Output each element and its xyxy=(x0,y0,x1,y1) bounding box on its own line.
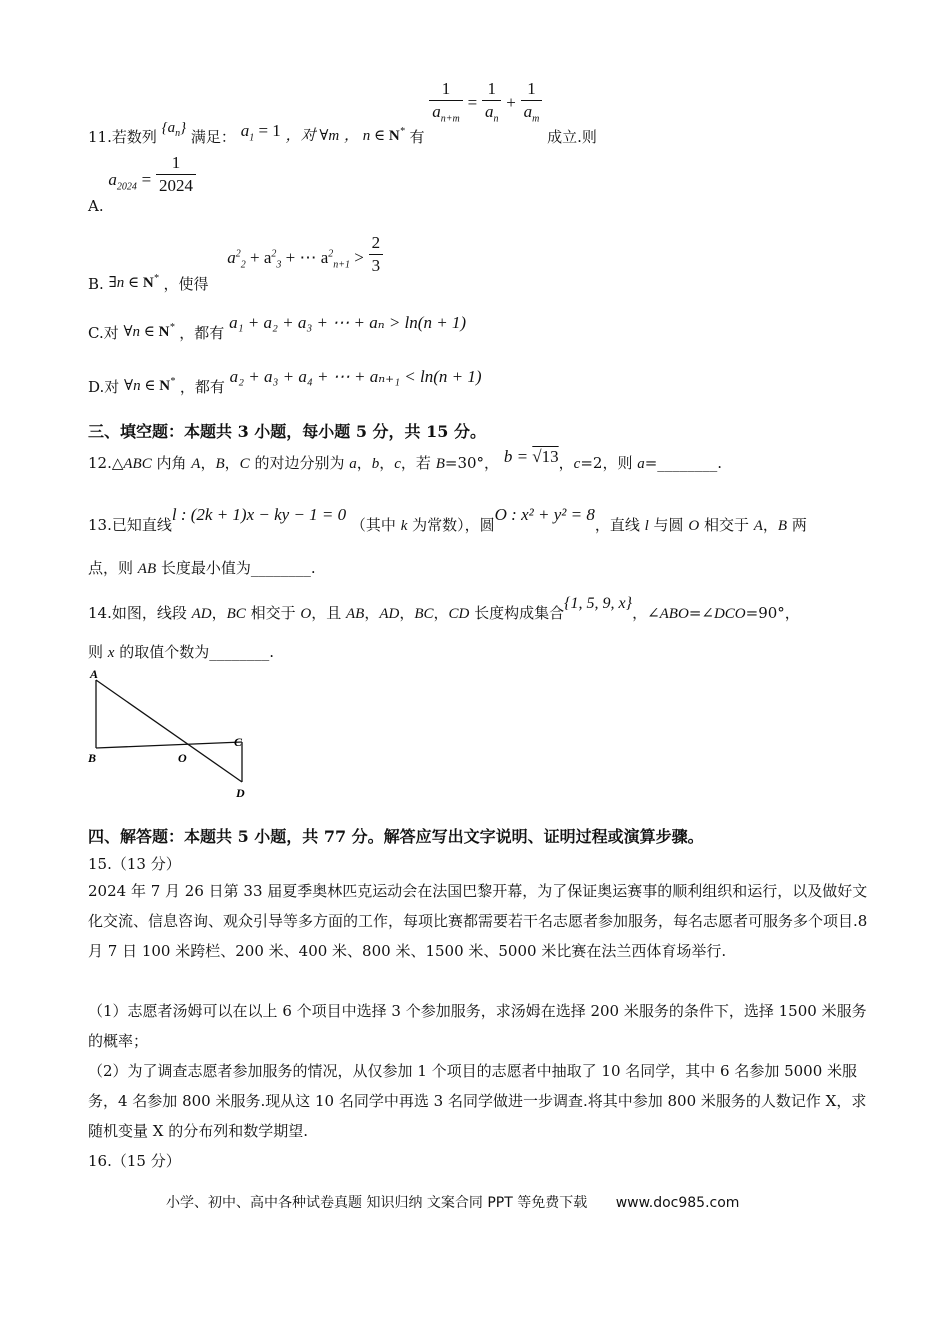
q14-set: {1, 5, 9, x} xyxy=(564,595,633,612)
q14-var: BC xyxy=(414,606,434,622)
q12-abc: ABC xyxy=(123,456,152,472)
point-o-label: O xyxy=(178,751,187,765)
q14-var: CD xyxy=(448,606,470,622)
q12-text: ， xyxy=(356,454,372,472)
q12-var: a xyxy=(349,456,357,472)
q12-text: 内角 xyxy=(151,454,192,472)
section-3-heading: 三、填空题：本题共 3 小题，每小题 5 分，共 15 分。 xyxy=(88,422,486,441)
q14-var: AD xyxy=(379,606,400,622)
q11-frac-3: $\frac{1}{a_m}$ xyxy=(521,78,543,130)
q14-text: 相交于 xyxy=(245,604,301,622)
q14-figure xyxy=(84,666,264,806)
option-c-text: ，都有 xyxy=(179,324,225,342)
q12-var: B xyxy=(215,456,225,472)
q12-text: ， xyxy=(200,454,216,472)
q11-n-in: ， n ∈ N* xyxy=(344,126,405,145)
q13-text: ， xyxy=(762,516,778,534)
q14-text: ， xyxy=(211,604,227,622)
q11-satisfies: 满足： xyxy=(190,128,236,147)
q13-text: 为常数），圆 xyxy=(407,516,495,534)
q12-var: C xyxy=(239,456,250,472)
q14-text: 14.如图，线段 xyxy=(88,604,192,622)
q14-var: AB xyxy=(345,606,365,622)
q11-option-a xyxy=(88,152,196,215)
section-4-heading: 四、解答题：本题共 5 小题，共 77 分。解答应写出文字说明、证明过程或演算步骤。 xyxy=(88,827,704,846)
q11-intro: 11.若数列 xyxy=(88,128,157,147)
q12-var: a xyxy=(637,456,645,472)
q12-answer-blank: =________. xyxy=(644,454,723,472)
q12-text: =2，则 xyxy=(580,454,638,472)
q14-var: AD xyxy=(191,606,212,622)
option-a-label: A. xyxy=(88,196,104,215)
q12-var: A xyxy=(191,456,201,472)
option-d-label: D.对 xyxy=(88,378,120,396)
q13-text: （其中 xyxy=(350,516,401,534)
point-d-label: D xyxy=(236,786,245,800)
q12-text: ， xyxy=(379,454,395,472)
q12-text: ，若 xyxy=(400,454,436,472)
q14-text: 长度构成集合 xyxy=(469,604,565,622)
q14-text: 则 xyxy=(88,643,108,661)
segment-ad xyxy=(96,680,242,782)
q12-var: b xyxy=(371,456,380,472)
point-a-label: A xyxy=(90,667,99,681)
segment-bc xyxy=(96,742,242,748)
q14-line-1 xyxy=(88,592,800,622)
option-b-exists: ∃n ∈ N* xyxy=(108,272,159,291)
q11-option-c xyxy=(88,312,467,342)
q12-var: c xyxy=(394,456,401,472)
q11-holds: 成立.则 xyxy=(547,128,597,147)
q11-forall-m: ，对 ∀m xyxy=(285,128,340,145)
q11-frac-2: $\frac{1}{a_n}$ xyxy=(482,78,502,130)
q13-text: 相交于 xyxy=(699,516,754,534)
option-c-expr: a₁ + a₂ + a₃ + ⋯ + aₙ > ln(n + 1) xyxy=(229,313,467,332)
q13-var: AB xyxy=(137,561,157,577)
q13-var: B xyxy=(777,518,788,534)
q14-var: BC xyxy=(226,606,246,622)
q12-text: 的对边分别为 xyxy=(249,454,350,472)
option-d-forall: ∀n ∈ N* xyxy=(124,376,176,394)
q12-text: 12.△ xyxy=(88,454,124,472)
q14-var: ABO xyxy=(659,606,689,622)
option-a-eq: = xyxy=(141,169,152,189)
q14-text: ， xyxy=(399,604,415,622)
q12-b-expr: b = √13 xyxy=(503,447,559,466)
q13-text: 点，则 xyxy=(88,559,138,577)
q11-frac-1: $\frac{1}{a_{n+m}}$ xyxy=(429,78,462,130)
q15-part-1: （1）志愿者汤姆可以在以上 6 个项目中选择 3 个参加服务，求汤姆在选择 200 米服务的条件下，选择 1500 米服务的概率； xyxy=(88,1002,867,1050)
q13-text: 13.已知直线 xyxy=(88,516,172,534)
q14-text: ， xyxy=(433,604,449,622)
q11-plus: + xyxy=(506,93,516,113)
option-c-forall: ∀n ∈ N* xyxy=(123,322,175,340)
q11-seq: $\{a_n\}$ xyxy=(161,120,187,140)
q14-var: DCO xyxy=(713,606,746,622)
option-d-expr: a₂ + a₃ + a₄ + ⋯ + aₙ₊₁ < ln(n + 1) xyxy=(229,367,482,386)
q13-line-equation: l : (2k + 1)x − ky − 1 = 0 xyxy=(171,505,347,524)
q13-line-1 xyxy=(88,504,807,534)
q14-text: =90°， xyxy=(745,604,800,622)
option-a-lhs: $a_{2024}$ xyxy=(108,169,137,192)
q16-heading: 16.（15 分） xyxy=(88,1152,181,1170)
q11-option-d xyxy=(88,366,482,396)
q14-text: =∠ xyxy=(688,604,714,622)
q12-line xyxy=(88,447,723,473)
point-c-label: C xyxy=(234,735,243,749)
page-footer xyxy=(166,1192,739,1212)
point-b-label: B xyxy=(88,751,97,765)
q14-line-2 xyxy=(88,641,274,662)
q13-var: k xyxy=(400,518,408,534)
q14-text: ，∠ xyxy=(632,604,660,622)
option-c-label: C.对 xyxy=(88,324,119,342)
footer-text: 小学、初中、高中各种试卷真题 知识归纳 文案合同 PPT 等免费下载 xyxy=(166,1195,588,1211)
q13-answer-blank: 长度最小值为________. xyxy=(156,559,316,577)
q12-var: c xyxy=(573,456,581,472)
q13-var: l xyxy=(644,518,649,534)
q15-heading: 15.（13 分） xyxy=(88,855,181,873)
q11-option-b xyxy=(88,232,383,293)
q13-text: 两 xyxy=(787,516,807,534)
footer-url[interactable]: www.doc985.com xyxy=(615,1195,740,1211)
q11-cond1: $a_1 = 1$ xyxy=(240,121,281,144)
option-b-frac: $\frac{2}{3}$ xyxy=(369,232,384,277)
q14-var: x xyxy=(107,645,115,661)
q12-text: =30°， xyxy=(444,454,500,472)
q14-answer-blank: 的取值个数为________. xyxy=(114,643,274,661)
q13-var: A xyxy=(753,518,763,534)
option-b-text: ，使得 xyxy=(163,274,209,293)
q12-text: ， xyxy=(224,454,240,472)
q13-text: 与圆 xyxy=(648,516,689,534)
option-a-frac: $\frac{1}{2024}$ xyxy=(156,152,196,197)
q14-text: ，且 xyxy=(311,604,346,622)
q14-text: ， xyxy=(364,604,380,622)
q13-var: O xyxy=(688,518,700,534)
q14-var: O xyxy=(300,606,312,622)
q11-have: 有 xyxy=(409,128,425,147)
q15-part-2: （2）为了调查志愿者参加服务的情况，从仅参加 1 个项目的志愿者中抽取了 10 名同学，其中 6 名参加 5000 米服务，4 名参加 800 米服务.现从这 10 名同学中再选 3 名同学做进一步调查.将其中参加 800 米服务的人数记作 X，求随机变量 X 的分布列和数学期望. xyxy=(88,1062,867,1140)
q15-paragraph-1: 2024 年 7 月 26 日第 33 届夏季奥林匹克运动会在法国巴黎开幕，为了保证奥运赛事的顺利组织和运行，以及做好文化交流、信息咨询、观众引导等多方面的工作，每项比赛都需要若干名志愿者参加服务，每名志愿者可服务多个项目.8 月 7 日 100 米跨栏、200 米、400 米、800 米、1500 米、5000 米比赛在法兰西体育场举行. xyxy=(88,882,868,960)
option-b-label: B. xyxy=(88,274,104,293)
q13-line-2 xyxy=(88,557,316,578)
q13-text: ，直线 xyxy=(594,516,645,534)
q12-var: B xyxy=(435,456,445,472)
option-b-expr: $a^2_2 + a^2_3$ + ⋯ $a^2_{n+1}$ > xyxy=(227,247,364,270)
option-d-text: ，都有 xyxy=(179,378,225,396)
q13-circle-equation: O : x² + y² = 8 xyxy=(494,505,595,524)
q11-line xyxy=(88,78,597,147)
q12-text: ， xyxy=(558,454,574,472)
q11-eq: = xyxy=(467,93,478,113)
